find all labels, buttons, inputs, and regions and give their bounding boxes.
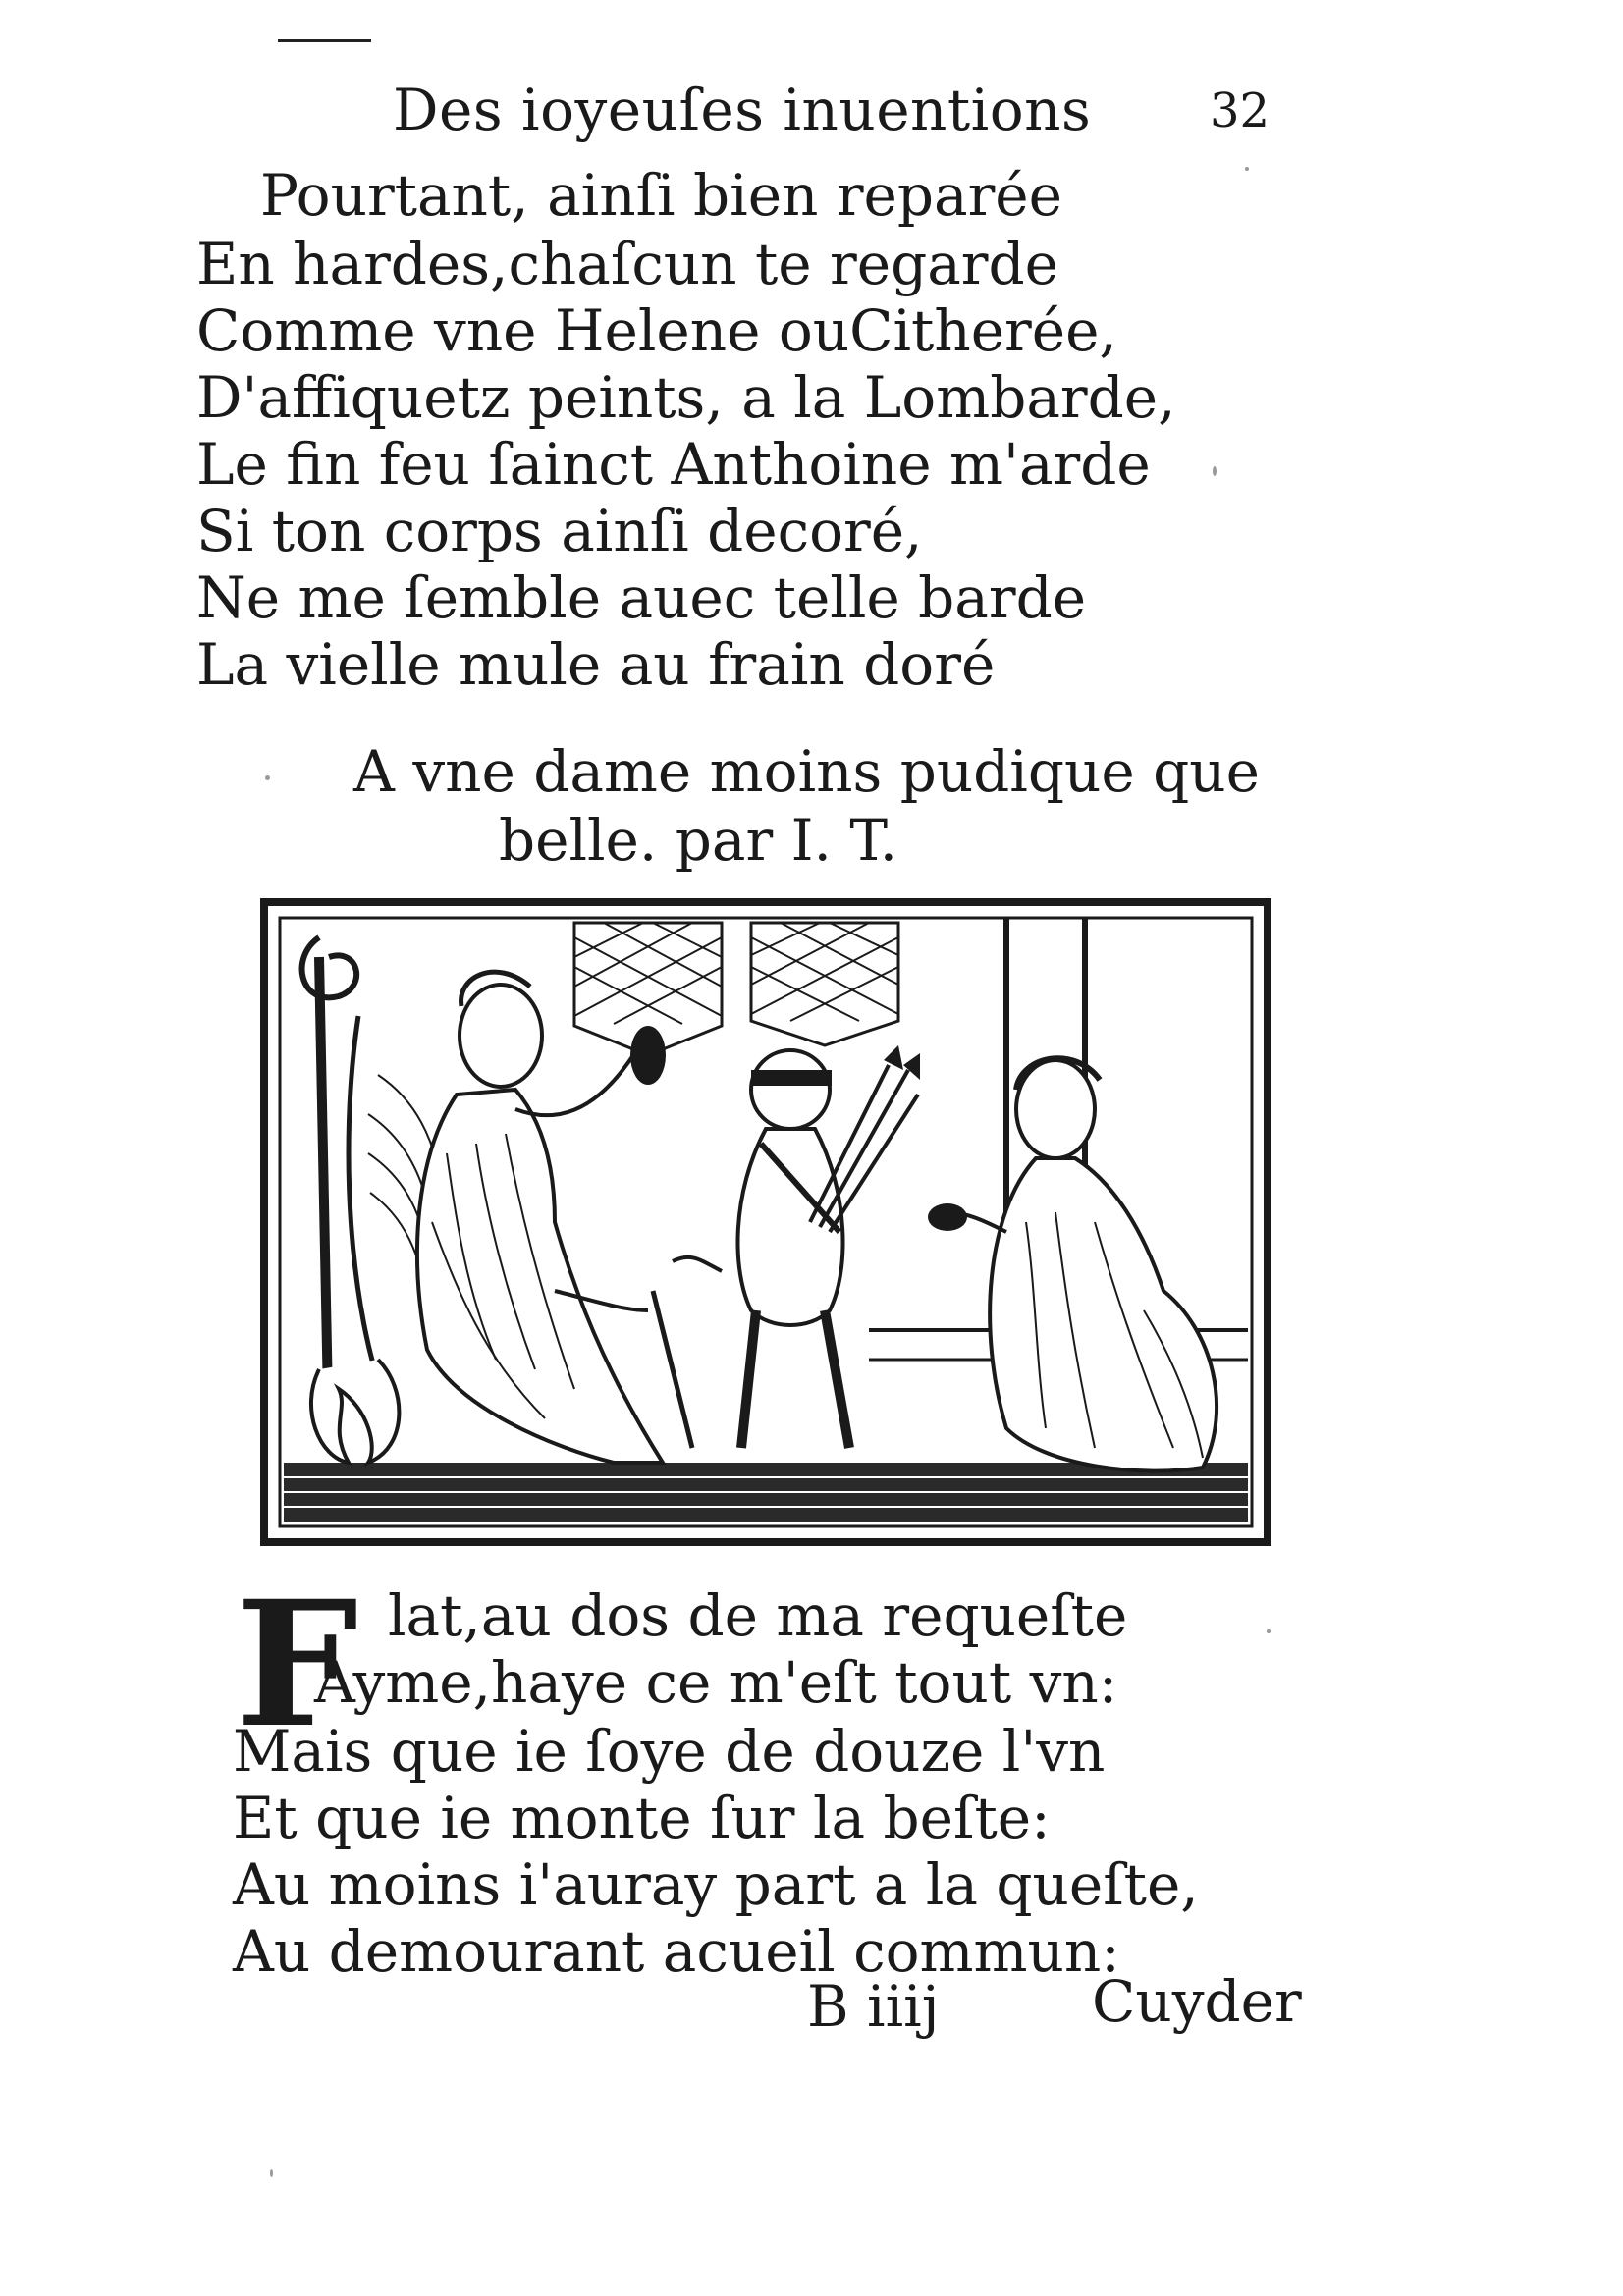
- paper-speck: [265, 775, 270, 780]
- stanza1-line: La vielle mule au frain doré: [196, 631, 996, 698]
- woodcut-illustration: [260, 898, 1271, 1546]
- paper-speck: [1267, 1629, 1271, 1633]
- stanza2-line: Ayme,haye ce m'eſt tout vn:: [314, 1649, 1118, 1716]
- folio-number: 32: [1210, 83, 1271, 138]
- stanza1-line: Le fin feu ſainct Anthoine m'arde: [196, 431, 1151, 498]
- stanza1-line: D'affiquetz peints, a la Lombarde,: [196, 364, 1176, 431]
- stanza1-line: Comme vne Helene ouCitherée,: [196, 297, 1117, 364]
- paper-speck: [1245, 167, 1249, 171]
- stanza2-line: Au demourant acueil commun:: [233, 1918, 1120, 1985]
- stanza2-lines: [233, 1718, 1199, 1985]
- stanza1-line: Ne me ſemble auec telle barde: [196, 564, 1087, 631]
- stanza1-line: En hardes,chaſcun te regarde: [196, 231, 1058, 297]
- stanza2-line: Mais que ie ſoye de douze l'vn: [233, 1718, 1106, 1785]
- signature-mark: B iiij: [807, 1973, 940, 2040]
- paper-speck: [270, 2169, 273, 2177]
- running-head: Des ioyeuſes inuentions: [393, 77, 1092, 143]
- catchword: Cuyder: [1092, 1968, 1302, 2035]
- drop-cap: F: [236, 1563, 358, 1766]
- stanza2-line: lat,au dos de ma requeſte: [388, 1582, 1128, 1649]
- paper-speck: [1213, 466, 1217, 476]
- poem-title: A vne dame moins pudique que: [353, 738, 1260, 805]
- stanza1-line: Si ton corps ainſi decoré,: [196, 498, 923, 564]
- poem-title-attribution: belle. par I. T.: [499, 807, 897, 874]
- stanza1-line: Pourtant, ainſi bien reparée: [260, 162, 1062, 229]
- top-rule: [278, 39, 371, 42]
- stanza2-line: Au moins i'auray part a la queſte,: [233, 1851, 1199, 1918]
- stanza1-lines: [196, 231, 1176, 698]
- stanza2-line: Et que ie monte ſur la beſte:: [233, 1785, 1051, 1851]
